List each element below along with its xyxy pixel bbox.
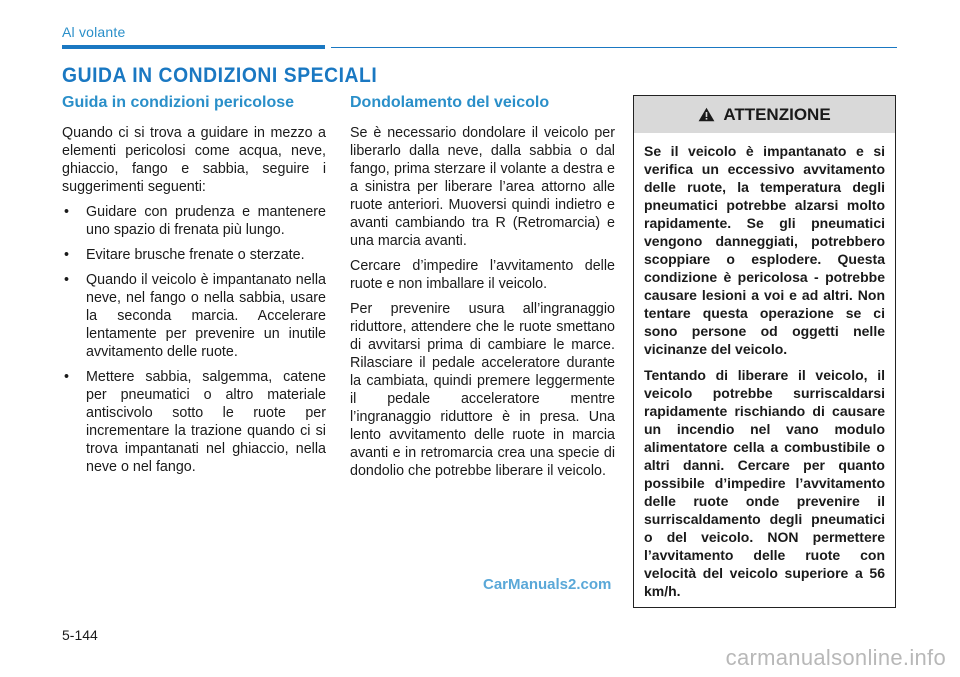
section-heading: Dondolamento del veicolo (350, 94, 550, 111)
list-item (62, 246, 326, 264)
column-rocking-vehicle (350, 93, 615, 487)
warning-body (634, 133, 895, 600)
warning-triangle-icon (698, 107, 715, 122)
section-label: Al volante (62, 24, 126, 40)
warning-header (634, 96, 895, 133)
bullet-icon: • (64, 204, 70, 220)
watermark-text: CarManuals2.com (483, 576, 612, 593)
list-item (62, 271, 326, 361)
list-item-text: Guidare con prudenza e mantenere uno spazio di frenata più lungo. (86, 204, 326, 238)
site-watermark: carmanualsonline.info (725, 645, 946, 670)
list-item-text: Evitare brusche frenate o sterzate. (86, 247, 305, 263)
body-paragraph: Cercare d’impedire l’avvitamento delle ruote e non imballare il veicolo. (350, 258, 615, 292)
body-paragraph: Per prevenire usura all’ingranaggio riduttore, attendere che le ruote smettano di avvitarsi prima di cambiare le marce. Rilasciare il pedale acceleratore durante la cambiata, quindi premere leggermente il pedale acceleratore mentre l’ingranaggio riduttore è in presa. Una lento avvitamento delle ruote in marcia avanti e in retromarcia crea una specie di dondolio che potrebbe liberare il veicolo. (350, 301, 615, 479)
intro-paragraph: Quando ci si trova a guidare in mezzo a elementi pericolosi come acqua, neve, ghiaccio, fango e sabbia, seguire i suggerimenti seguenti: (62, 125, 326, 195)
warning-title: ATTENZIONE (723, 104, 831, 124)
list-item (62, 203, 326, 239)
list-item-text: Quando il veicolo è impantanato nella neve, nel fango o nella sabbia, usare la seconda marcia. Accelerare lentamente per prevenire un inutile avvitamento delle ruote. (86, 272, 326, 360)
tips-list (62, 203, 326, 476)
column-hazardous-driving (62, 93, 326, 483)
bullet-icon: • (64, 369, 70, 385)
page-number: 5-144 (62, 627, 98, 643)
section-heading: Guida in condizioni pericolose (62, 94, 295, 111)
header-rule-thick (62, 45, 325, 49)
header-rule-thin (331, 47, 897, 48)
list-item-text: Mettere sabbia, salgemma, catene per pneumatici o altro materiale antiscivolo sotto le ruote per incrementare la trazione quando ci si trova impantanati nel ghiaccio, nella neve o nel fango. (86, 369, 326, 475)
list-item (62, 368, 326, 476)
warning-paragraph: Tentando di liberare il veicolo, il veicolo potrebbe surriscaldarsi rapidamente rischiando di causare un incendio nel vano modulo alimentatore cella a combustibile o altri danni. Cercare per quanto possibile d’impedire l’avvitamento delle ruote onde prevenire il surriscaldamento degli pneumatici o del veicolo. NON permettere l’avvitamento delle ruote con velocità del veicolo superiore a 56 km/h. (644, 367, 885, 599)
page-title: GUIDA IN CONDIZIONI SPECIALI (62, 64, 378, 87)
warning-paragraph: Se il veicolo è impantanato e si verifica un eccessivo avvitamento delle ruote, la temperatura degli pneumatici potrebbe alzarsi molto rapidamente. Se gli pneumatici vengono danneggiati, potrebbero scoppiare o esplodere. Questa condizione è pericolosa - potrebbe causare lesioni a voi e ad altri. Non tentare questa operazione se ci sono persone od oggetti nelle vicinanze del veicolo. (644, 143, 885, 357)
bullet-icon: • (64, 247, 70, 263)
warning-box (633, 95, 896, 608)
body-paragraph: Se è necessario dondolare il veicolo per liberarlo dalla neve, dalla sabbia o dal fango, prima sterzare il volante a destra e a sinistra per liberare l’area attorno alle ruote anteriori. Muoversi quindi indietro e avanti cambiando tra R (Retromarcia) e una marcia avanti. (350, 125, 615, 249)
bullet-icon: • (64, 272, 70, 288)
